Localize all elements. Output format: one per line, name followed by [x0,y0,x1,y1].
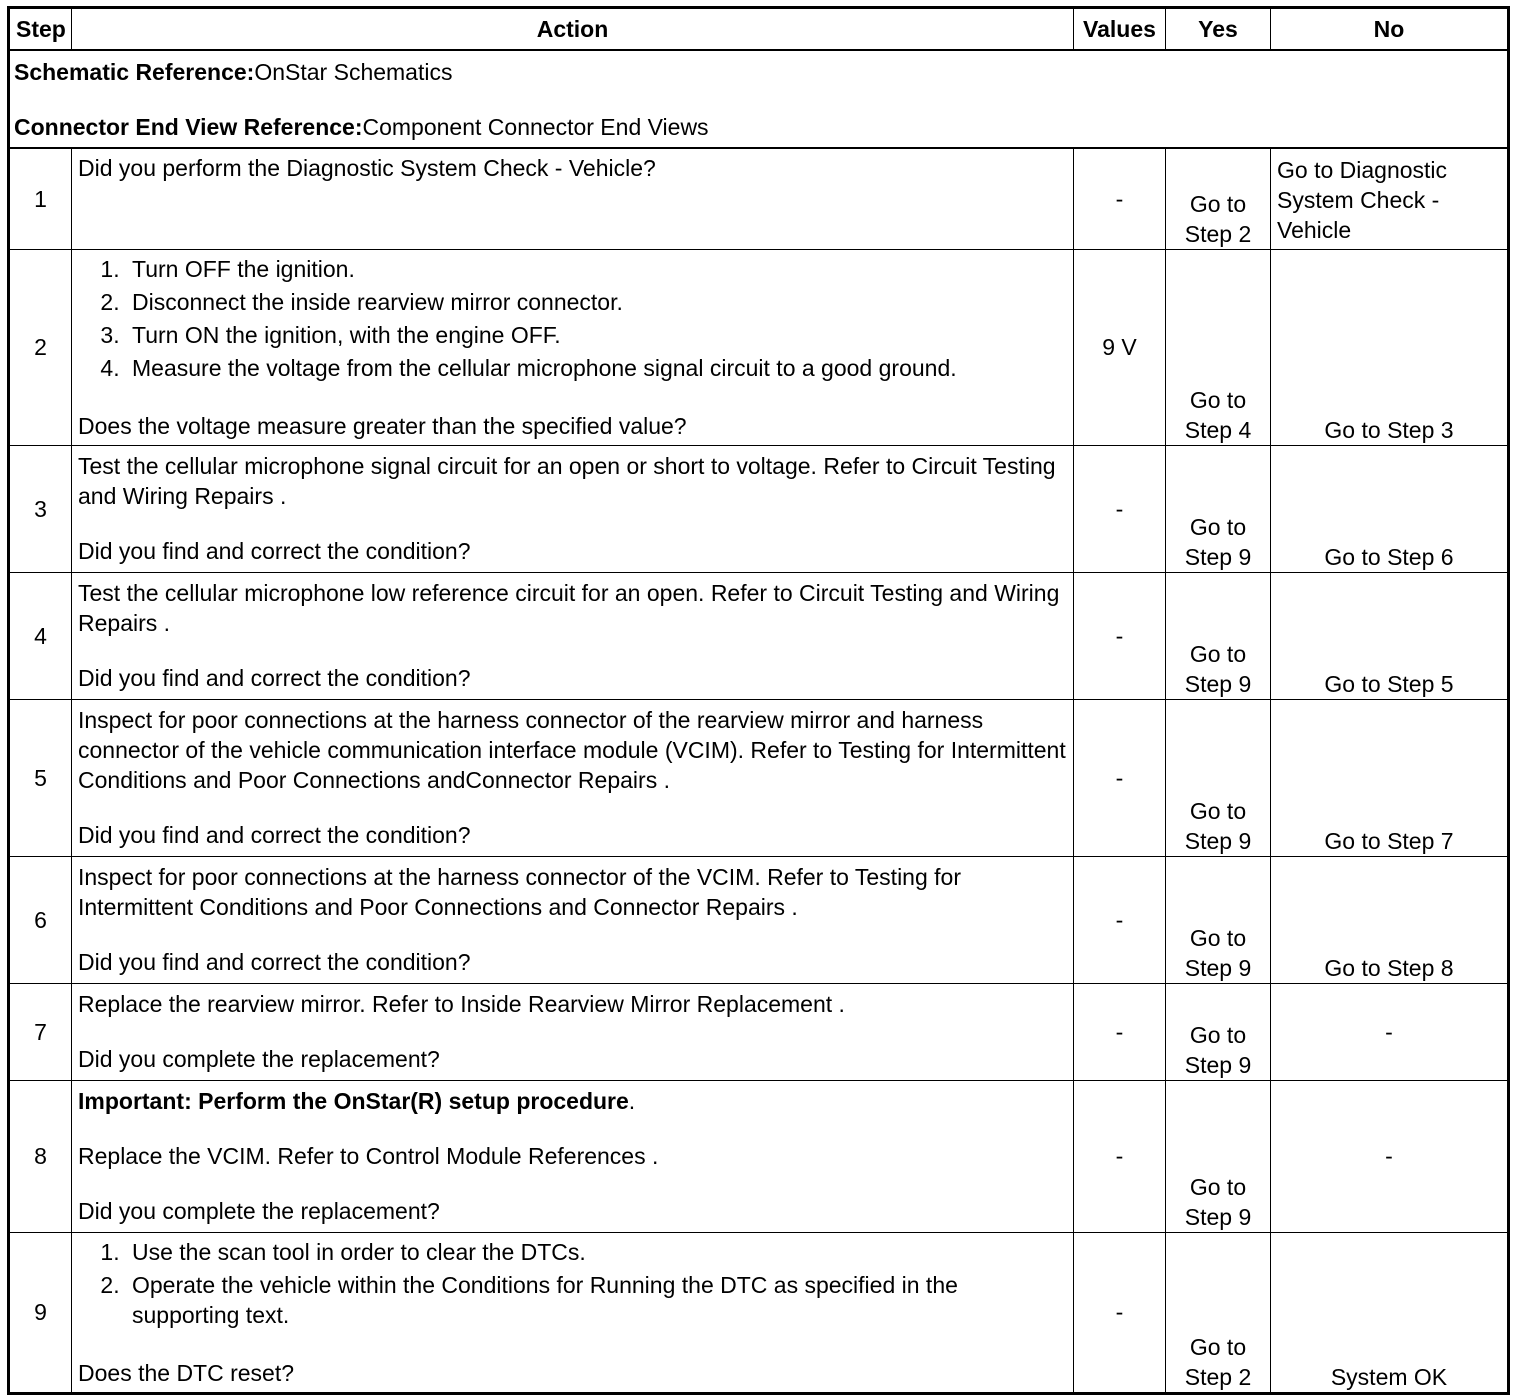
spacer [78,1171,1067,1196]
header-step: Step [9,8,72,51]
yes-cell[interactable]: Go to Step 9 [1166,856,1271,983]
action-text: Inspect for poor connections at the harness connector of the VCIM. Refer to Testing for Intermittent Conditions and Poor Connections and Connector Repairs . [78,864,961,920]
schematic-reference-link[interactable]: OnStar Schematics [254,59,453,85]
yes-cell[interactable]: Go to Step 9 [1166,983,1271,1080]
action-cell [72,699,1074,856]
header-yes: Yes [1166,8,1271,51]
no-cell[interactable]: Go to Step 8 [1271,856,1509,983]
no-cell[interactable]: Go to Step 7 [1271,699,1509,856]
spacer [78,795,1067,820]
table-row [9,249,1509,445]
header-action: Action [72,8,1074,51]
action-question: Did you complete the replacement? [78,1046,440,1072]
action-cell [72,148,1074,249]
reference-cell [9,50,1509,148]
yes-cell[interactable]: Go to Step 2 [1166,148,1271,249]
schematic-reference-label: Schematic Reference: [14,59,255,85]
value-cell: - [1074,983,1166,1080]
spacer [78,1333,1067,1358]
value-cell: - [1074,1080,1166,1232]
step-list [78,254,1067,383]
step-number: 4 [9,572,72,699]
step-number: 6 [9,856,72,983]
table-row [9,699,1509,856]
action-cell [72,1232,1074,1393]
action-question: Did you find and correct the condition? [78,822,471,848]
table-row [9,148,1509,249]
action-cell [72,445,1074,572]
step-number: 5 [9,699,72,856]
list-item: 1. Use the scan tool in order to clear the DTCs. [126,1237,1067,1267]
reference-row [9,50,1509,148]
connector-reference [14,112,1503,142]
spacer [78,1116,1067,1141]
yes-cell[interactable]: Go to Step 4 [1166,249,1271,445]
action-text: Test the cellular microphone signal circuit for an open or short to voltage. Refer to Circuit Testing and Wiring Repairs . [78,453,1056,509]
connector-reference-link[interactable]: Component Connector End Views [362,114,709,140]
action-text: Replace the rearview mirror. Refer to Inside Rearview Mirror Replacement . [78,991,845,1017]
yes-cell[interactable]: Go to Step 9 [1166,699,1271,856]
no-cell[interactable]: - [1271,983,1509,1080]
header-row [9,8,1509,51]
spacer [78,511,1067,536]
action-text: Did you perform the Diagnostic System Check - Vehicle? [78,155,656,181]
step-number: 2 [9,249,72,445]
step-number: 3 [9,445,72,572]
action-cell [72,983,1074,1080]
list-item: 4. Measure the voltage from the cellular microphone signal circuit to a good ground. [126,353,1067,383]
action-cell [72,1080,1074,1232]
value-cell: - [1074,699,1166,856]
spacer [78,922,1067,947]
no-cell[interactable]: Go to Step 6 [1271,445,1509,572]
action-question: Does the DTC reset? [78,1359,295,1386]
step-number: 1 [9,148,72,249]
value-cell: 9 V [1074,249,1166,445]
list-item: 2. Operate the vehicle within the Conditions for Running the DTC as specified in the supporting text. [126,1270,1067,1330]
action-text: Inspect for poor connections at the harness connector of the rearview mirror and harness connector of the vehicle communication interface module (VCIM). Refer to Testing for Intermittent Conditions and Poor Connections andConnector Repairs . [78,707,1066,793]
yes-cell[interactable]: Go to Step 9 [1166,572,1271,699]
schematic-reference [14,57,1503,87]
table-row [9,445,1509,572]
connector-reference-label: Connector End View Reference: [14,114,363,140]
diagnostic-table-container [7,6,1510,1395]
header-values: Values [1074,8,1166,51]
action-cell [72,249,1074,445]
table-row [9,572,1509,699]
spacer [78,638,1067,663]
action-question: Does the voltage measure greater than the specified value? [78,412,687,439]
action-question: Did you find and correct the condition? [78,538,471,564]
step-list [78,1237,1067,1330]
action-cell [72,572,1074,699]
yes-cell[interactable]: Go to Step 9 [1166,1080,1271,1232]
table-row [9,856,1509,983]
value-cell: - [1074,148,1166,249]
action-question: Did you find and correct the condition? [78,665,471,691]
list-item: 2. Disconnect the inside rearview mirror connector. [126,287,1067,317]
list-item: 3. Turn ON the ignition, with the engine OFF. [126,320,1067,350]
no-cell[interactable]: - [1271,1080,1509,1232]
action-question: Did you complete the replacement? [78,1198,440,1224]
spacer [78,1019,1067,1044]
diagnostic-table [7,6,1510,1395]
value-cell: - [1074,856,1166,983]
no-cell[interactable]: Go to Step 5 [1271,572,1509,699]
header-no: No [1271,8,1509,51]
important-note [78,1086,1067,1116]
step-number: 9 [9,1232,72,1393]
reference-gap [14,87,1503,112]
step-number: 7 [9,983,72,1080]
important-text: : Perform the OnStar(R) setup procedure [184,1088,629,1114]
action-cell [72,856,1074,983]
value-cell: - [1074,445,1166,572]
value-cell: - [1074,572,1166,699]
spacer [78,386,1067,411]
no-cell[interactable]: Go to Diagnostic System Check - Vehicle [1271,148,1509,249]
no-cell[interactable]: Go to Step 3 [1271,249,1509,445]
yes-cell[interactable]: Go to Step 2 [1166,1232,1271,1393]
important-label: Important [78,1088,185,1114]
table-row [9,983,1509,1080]
list-item: 1. Turn OFF the ignition. [126,254,1067,284]
table-row [9,1232,1509,1393]
yes-cell[interactable]: Go to Step 9 [1166,445,1271,572]
action-question: Did you find and correct the condition? [78,949,471,975]
step-number: 8 [9,1080,72,1232]
table-row [9,1080,1509,1232]
action-text: Test the cellular microphone low reference circuit for an open. Refer to Circuit Testing and Wiring Repairs . [78,580,1060,636]
no-cell[interactable]: System OK [1271,1232,1509,1393]
value-cell: - [1074,1232,1166,1393]
action-text: Replace the VCIM. Refer to Control Module References . [78,1143,659,1169]
important-end: . [628,1088,636,1114]
